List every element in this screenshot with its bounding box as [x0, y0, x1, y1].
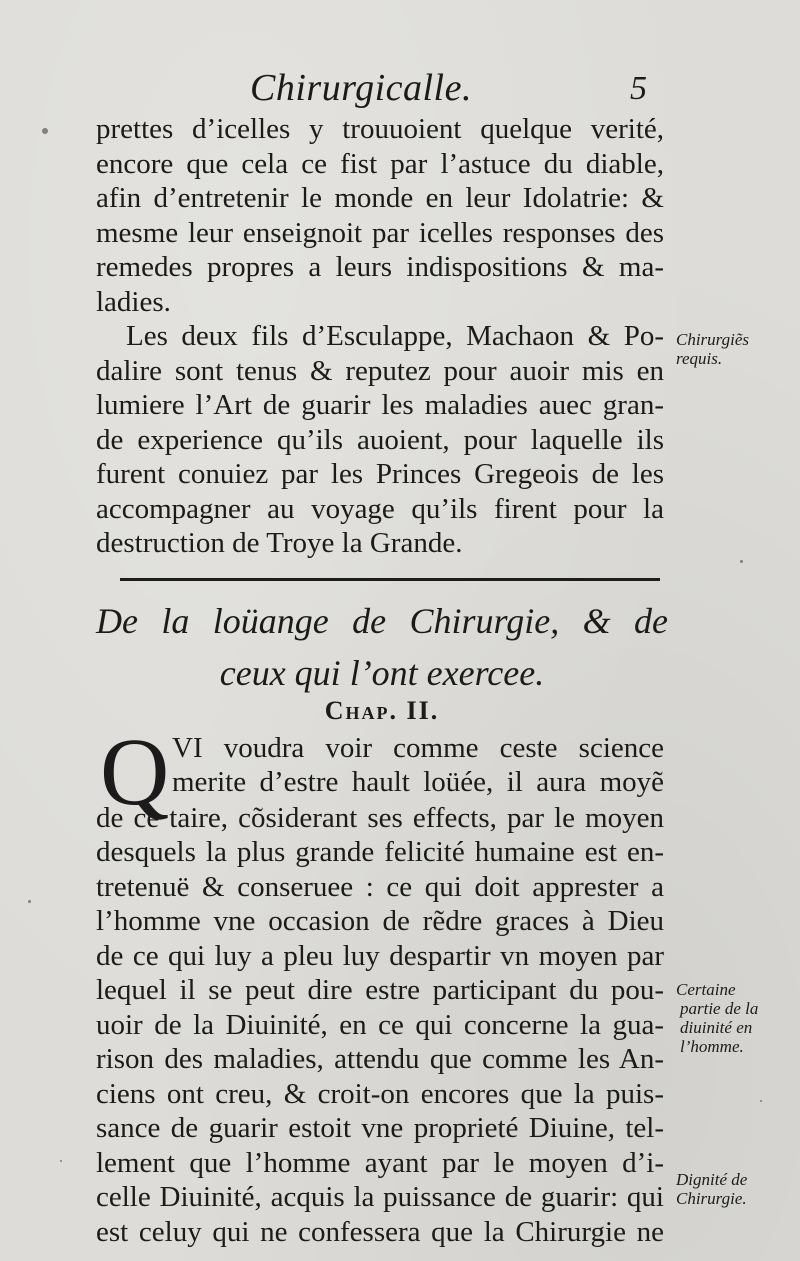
page-header	[0, 66, 800, 116]
text-line: desquels la plus grande felicité humaine est en-	[96, 836, 664, 868]
chapter-heading: Chap. II.	[324, 696, 440, 725]
drop-cap-line: VI voudra voir comme ceste science	[172, 732, 664, 764]
text-line: lequel il se peut dire estre participant du pou-	[96, 974, 664, 1006]
text-line: lumiere l’Art de guarir les maladies auec gran-	[96, 389, 664, 421]
text-line: de ce taire, cõsiderant ses effects, par le moyen	[96, 801, 664, 834]
ink-speck	[28, 900, 31, 903]
text-line: rison des maladies, attendu que comme les An-	[96, 1043, 664, 1075]
text-line: l’homme vne occasion de rẽdre graces à Dieu	[96, 905, 664, 937]
margin-note-line: Chirurgie.	[676, 1189, 747, 1208]
margin-note-line: diuinité en	[680, 1018, 753, 1037]
text-line: est celuy qui ne confessera que la Chirurgie ne	[96, 1215, 664, 1248]
margin-note-line: partie de la	[680, 999, 759, 1018]
text-line: celle Diuinité, acquis la puissance de guarir: qui	[96, 1181, 664, 1213]
text-line: mesme leur enseignoit par icelles responses des	[96, 216, 664, 249]
running-title: Chirurgicalle.	[250, 67, 472, 109]
text-line: destruction de Troye la Grande.	[96, 527, 463, 559]
opening-paragraphs	[96, 112, 664, 561]
margin-note	[676, 330, 749, 368]
ink-speck	[60, 1160, 62, 1162]
margin-note	[676, 1170, 747, 1208]
text-line: furent conuiez par les Princes Gregeois de les	[96, 458, 664, 490]
margin-note-line: Dignité de	[676, 1170, 748, 1189]
page-number: 5	[630, 70, 647, 107]
section-title-line-2: ceux qui l’ont exercee.	[219, 653, 545, 693]
margin-note-line: l’homme.	[680, 1037, 744, 1056]
text-line: de ce qui luy a pleu luy despartir vn moyen par	[96, 939, 664, 972]
text-line: accompagner au voyage qu’ils firent pour la	[96, 492, 664, 525]
ink-speck	[760, 1100, 762, 1102]
margin-note-line: requis.	[676, 349, 723, 368]
text-line: prettes d’icelles y trouuoient quelque verité,	[96, 113, 664, 145]
text-line: afin d’entretenir le monde en leur Idolatrie: &	[96, 182, 664, 214]
text-line: ciens ont creu, & croit-on encores que la puis-	[96, 1077, 664, 1110]
ink-speck	[42, 128, 48, 134]
margin-note-line: Chirurgiẽs	[676, 330, 750, 349]
text-line: ladies.	[96, 285, 171, 318]
drop-cap: Q	[100, 718, 170, 825]
text-line: remedes propres a leurs indispositions & ma-	[96, 251, 664, 283]
text-line: de experience qu’ils auoient, pour laquelle ils	[96, 423, 664, 456]
text-line: uoir de la Diuinité, en ce qui concerne la gua-	[96, 1008, 664, 1041]
text-line: dalire sont tenus & reputez pour auoir mis en	[96, 354, 664, 387]
section-divider	[120, 578, 660, 581]
chapter-body	[96, 766, 664, 1249]
margin-note	[676, 980, 758, 1056]
text-line: sance de guarir estoit vne proprieté Diuine, tel-	[96, 1112, 664, 1144]
text-line: encore que cela ce fist par l’astuce du diable,	[96, 147, 664, 180]
text-line: tretenuë & conseruee : ce qui doit apprester a	[96, 870, 664, 903]
text-line: Les deux fils d’Esculappe, Machaon & Po-	[126, 320, 664, 352]
text-line: lement que l’homme ayant par le moyen d’i-	[96, 1146, 664, 1179]
drop-cap-line: merite d’estre hault loüée, il aura moyẽ	[172, 766, 664, 798]
ink-speck	[740, 560, 743, 563]
section-title-line-1: De la loüange de Chirurgie, & de	[96, 601, 668, 641]
margin-note-line: Certaine	[676, 980, 736, 999]
